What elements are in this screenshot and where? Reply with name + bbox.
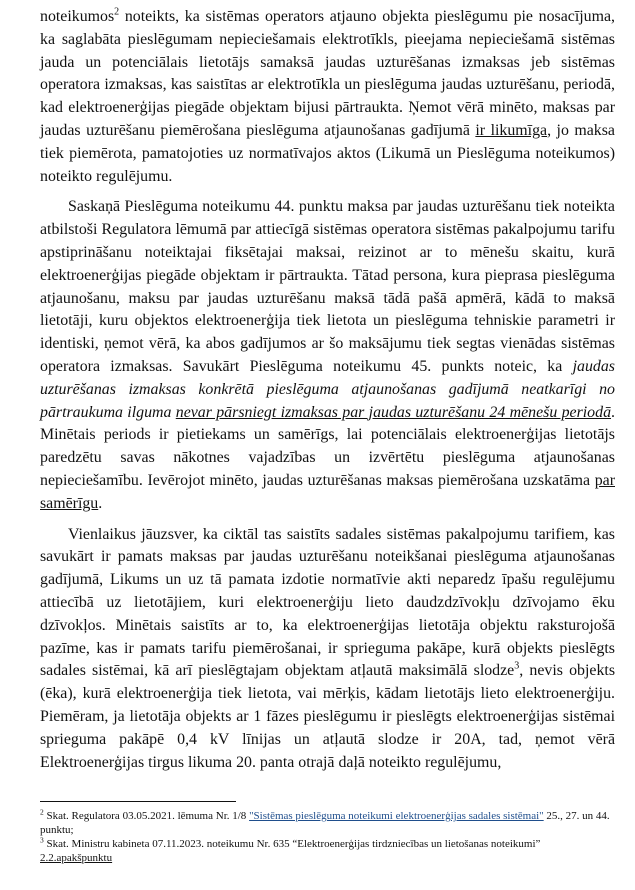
- footnote-2-text-1: Skat. Regulatora 03.05.2021. lēmuma Nr. 1/8: [43, 810, 250, 822]
- footnotes: [40, 807, 615, 866]
- paragraph-3: [40, 524, 615, 775]
- p3-text-1: Vienlaikus jāuzsver, ka ciktāl tas saistīts sadales sistēmas pakalpojumu tarifiem, kas savukārt ir pamats maksas par jaudas uzturēšanu noteikšanai pieslēguma atjaunošanas gadījumā, Likums un uz tā pamata izdotie normatīvie akti neparedz īpašu regulējumu attiecībā uz lietotājiem, kuri elektroenerģiju lieto daudzdzīvokļu dzīvojamo ēku dzīvokļos. Minētais saistīts ar to, ka elektroenerģijas lietotāja objektu raksturojošā pazīme, kas ir pamats tarifu piemērošanai, ir sprieguma pakāpe, kurā objekts pieslēgts sadales sistēmai, kā arī pieslēgtajam objektam atļautā maksimālā slodze: [40, 525, 615, 680]
- footnote-2-number: 2: [40, 807, 44, 817]
- p2-text-3: .: [98, 494, 103, 512]
- p1-underlined-lawful: ir likumīga: [475, 121, 548, 139]
- document-body: [40, 6, 615, 774]
- footnote-ref-3[interactable]: 3: [514, 661, 520, 673]
- p2-text-2: . Minētais periods ir pietiekams un samērīgs, lai potenciālais elektroenerģijas lietotājs paredzētu savas nākotnes vajadzības un izvērtētu pieslēguma atjaunošanas nepieciešamību. Ievērojot minēto, jaudas uzturēšanas maksas piemērošana uzskatāma: [40, 403, 615, 489]
- p2-italic-underlined-text: nevar pārsniegt izmaksas par jaudas uzturēšanu 24 mēnešu periodā: [175, 403, 612, 421]
- footnote-3-text: Skat. Ministru kabineta 07.11.2023. noteikumu Nr. 635 “Elektroenerģijas tirdzniecības un lietošanas noteikumi”: [43, 838, 541, 851]
- p3-text-2: , nevis objekts (ēka), kurā elektroenerģija tiek lietota, vai mērķis, kādam lietotājs lieto elektroenerģiju. Piemēram, ja lietotāja objekts ar 1 fāzes pieslēgumu ir pieslēgts elektroenerģijas sistēmai sprieguma pakāpē 0,4 kV līnijas un atļautā slodze ir 20A, tad, ņemot vērā Elektroenerģijas tirgus likuma 20. panta otrajā daļā noteikto regulējumu,: [40, 662, 615, 771]
- footnote-3-underlined-ref: 2.2.apakšpunktu: [40, 851, 113, 864]
- p1-text-1: noteikumos: [40, 8, 115, 25]
- p2-underlined-proportionate: par samērīgu: [40, 471, 615, 512]
- paragraph-2: [40, 196, 615, 515]
- paragraph-1: [40, 6, 615, 188]
- p2-italic-text: jaudas uzturēšanas izmaksas konkrētā pieslēguma atjaunošanas gadījumā neatkarīgi no pārtraukuma ilguma: [40, 357, 615, 421]
- footnote-2: [40, 807, 615, 837]
- footnote-3: [40, 835, 615, 865]
- footnote-2-text-2: 25., 27. un 44. punktu;: [40, 810, 610, 836]
- footnote-separator: [40, 801, 236, 802]
- footnote-3-number: 3: [40, 835, 44, 845]
- footnote-ref-2[interactable]: 2: [114, 6, 120, 18]
- p1-text-2: noteikts, ka sistēmas operators atjauno objekta pieslēgumu pie nosacījuma, ka saglabāta pieslēgumam nepieciešamais elektrotīkls, pieejama nepieciešamā sistēmas jauda un potenciālais lietotājs samaksā jaudas uzturēšanas izmaksas jeb sistēmas operatora izmaksas, kas saistītas ar elektrotīkla un pieslēguma jaudas uzturēšanu, periodā, kad elektroenerģijas piegāde objektam bijusi pārtraukta. Ņemot vērā minēto, maksas par jaudas uzturēšanu piemērošana pieslēguma atjaunošanas gadījumā: [40, 8, 615, 139]
- p1-text-3: , jo maksa tiek piemērota, pamatojoties uz normatīvajos aktos (Likumā un Pieslēguma noteikumos) noteikto regulējumu.: [40, 121, 615, 185]
- footnote-2-link[interactable]: "Sistēmas pieslēguma noteikumi elektroenerģijas sadales sistēmai": [249, 810, 544, 822]
- p2-text-1: Saskaņā Pieslēguma noteikumu 44. punktu maksa par jaudas uzturēšanu tiek noteikta atbilstoši Regulatora lēmumā par attiecīgā sistēmas operatora sistēmas pakalpojumu tarifu apstiprināšanu noteiktajai fiksētajai maksai, reizinot ar to mēnešu skaitu, kurā elektroenerģijas piegāde objektam ir pārtraukta. Tātad persona, kura pieprasa pieslēguma atjaunošanu, maksu par jaudas uzturēšanu maksā tādā pašā apmērā, kādā to maksā lietotāji, kuru objektos elektroenerģija tiek lietota un pieslēguma tehniskie parametri ir identiski, ņemot vērā, ka abos gadījumos ar šo maksājumu tiek segtas vienādas sistēmas operatora izmaksas. Savukārt Pieslēguma noteikumu 45. punkts noteic, ka: [40, 198, 615, 375]
